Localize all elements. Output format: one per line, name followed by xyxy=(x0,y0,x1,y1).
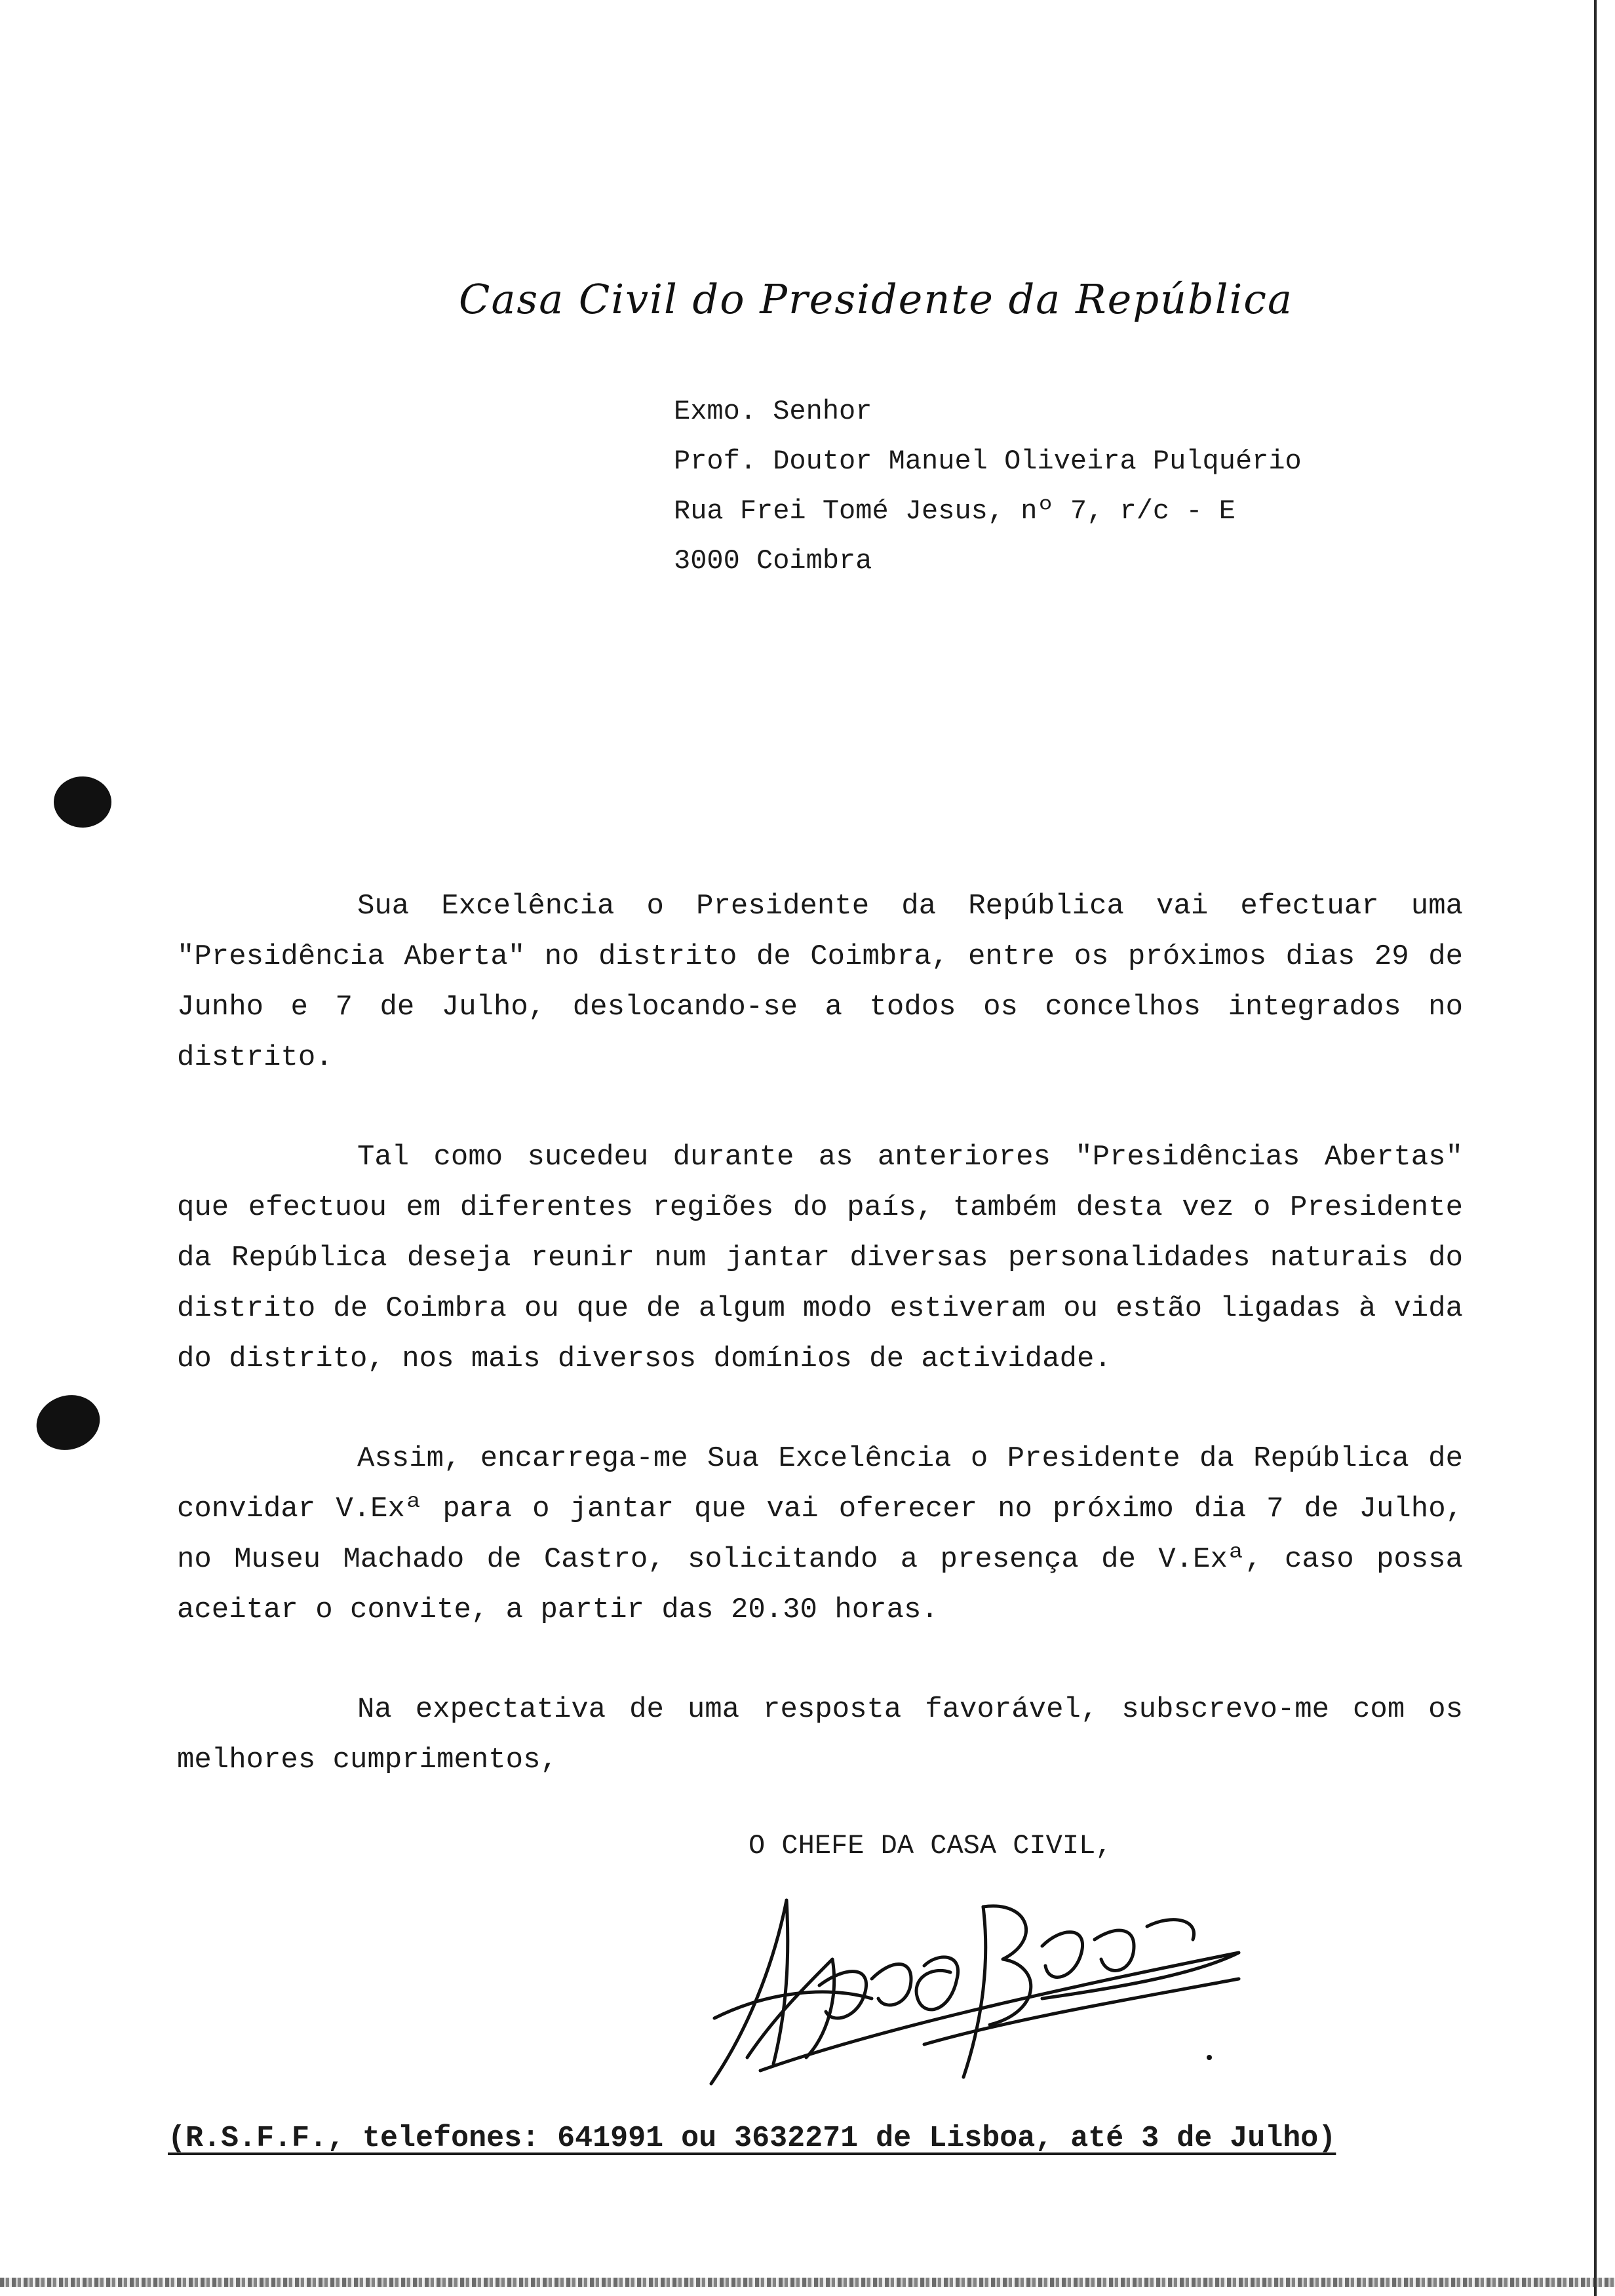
letterhead: Casa Civil do Presidente da República xyxy=(459,275,1293,323)
recipient-salutation: Exmo. Senhor xyxy=(674,396,872,427)
letter-body xyxy=(177,881,1463,1835)
closing-title: O CHEFE DA CASA CIVIL, xyxy=(749,1830,1112,1862)
recipient-address xyxy=(674,387,1302,586)
recipient-city: 3000 Coimbra xyxy=(674,545,872,577)
paragraph-3: Assim, encarrega-me Sua Excelência o Presidente da República de convidar V.Exª para o jantar que vai oferecer no próximo dia 7 de Julho, no Museu Machado de Castro, solicitando a presença de V.Exª, caso possa aceitar o convite, a partir das 20.30 horas. xyxy=(177,1442,1463,1626)
footer-rsvp-note: (R.S.F.F., telefones: 641991 ou 3632271 de Lisboa, até 3 de Julho) xyxy=(168,2122,1336,2155)
paragraph-2: Tal como sucedeu durante as anteriores "Presidências Abertas" que efectuou em diferentes regiões do país, também desta vez o Presidente da República deseja reunir num jantar diversas personalidades naturais do distrito de Coimbra ou que de algum modo estiveram ou estão ligadas à vida do distrito, nos mais diversos domínios de actividade. xyxy=(177,1141,1463,1375)
recipient-name: Prof. Doutor Manuel Oliveira Pulquério xyxy=(674,446,1302,477)
scan-edge-bottom xyxy=(0,2278,1615,2287)
handwritten-signature xyxy=(675,1887,1265,2097)
scan-edge-right xyxy=(1594,0,1597,2296)
punch-hole-top xyxy=(54,776,111,828)
punch-hole-bottom xyxy=(29,1387,107,1458)
recipient-street: Rua Frei Tomé Jesus, nº 7, r/c - E xyxy=(674,495,1236,527)
paragraph-1: Sua Excelência o Presidente da República vai efectuar uma "Presidência Aberta" no distrito de Coimbra, entre os próximos dias 29 de Junho e 7 de Julho, deslocando-se a todos os concelhos integrados no distrito. xyxy=(177,890,1463,1074)
paragraph-4: Na expectativa de uma resposta favorável, subscrevo-me com os melhores cumprimentos, xyxy=(177,1693,1463,1776)
